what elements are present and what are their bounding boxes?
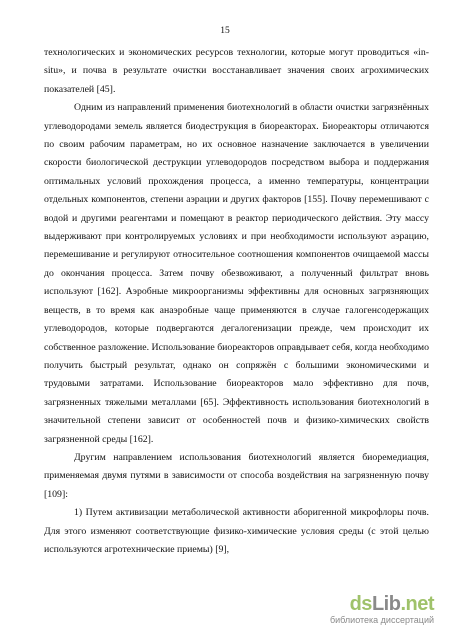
paragraph-continuation: технологических и экономических ресурсов технологии, которые могут проводиться «in-situ», и почва в результате очистки восстанавливает значения своих агрохимических показателей [45]. bbox=[44, 47, 429, 95]
paragraph-bioremediation: Другим направлением использования биотехнологий является биоремедиация, применяемая двумя путями в зависимости от способа воздействия на загрязненную почву [109]: bbox=[44, 451, 429, 500]
logo-ds: ds bbox=[349, 593, 372, 615]
logo-net: .net bbox=[400, 593, 434, 615]
watermark-caption: библиотека диссертаций bbox=[329, 615, 434, 625]
dslib-logo bbox=[350, 593, 434, 616]
dslib-watermark bbox=[316, 593, 434, 631]
paragraph-item-1: 1) Путем активизации метаболической активности аборигенной микрофлоры почв. Для этого изменяют соответствующие физико-химические условия среды (с этой целью используются агротехнические приемы) [9], bbox=[44, 507, 429, 555]
document-body bbox=[44, 44, 429, 559]
paragraph-bioreactors: Одним из направлений применения биотехнологий в области очистки загрязнённых углеводородами земель является биодеструкция в биореакторах. Биореакторы отличаются по своим рабочим параметрам, но их основное назначение заключается в увеличении скорости биологической деструкции углеводородов посредством выбора и поддержания оптимальных условий прохождения процесса, а именно температуры, концентрации отдельных компонентов, степени аэрации и других факторов [155]. Почву перемешивают с водой и другими реагентами и помещают в реактор периодического действия. Эту массу выдерживают при контролируемых условиях и при необходимости используют аэрацию, перемешивание и регулируют относительное соотношения компонентов очищаемой массы до окончания процесса. Затем почву обезвоживают, а полученный фильтрат вновь используют [162]. Аэробные микроорганизмы эффективны для основных загрязняющих веществ, в то время как анаэробные чаще применяются в случае галогенсодержащих углеводородов, которые подвергаются дегалогенизации прежде, чем происходит их собственное разложение. Использование биореакторов оправдывает себя, когда необходимо получить быстрый результат, однако он сопряжён с большими экономическими и трудовыми затратами. Использование биореакторов мало эффективно для почв, загрязненных тяжелыми металлами [65]. Эффективность использования биотехнологий в значительной степени зависит от особенностей почв и физико-химических свойств загрязненной среды [162]. bbox=[44, 102, 429, 445]
logo-lib: Lib bbox=[371, 593, 401, 615]
page-number: 15 bbox=[220, 26, 230, 36]
